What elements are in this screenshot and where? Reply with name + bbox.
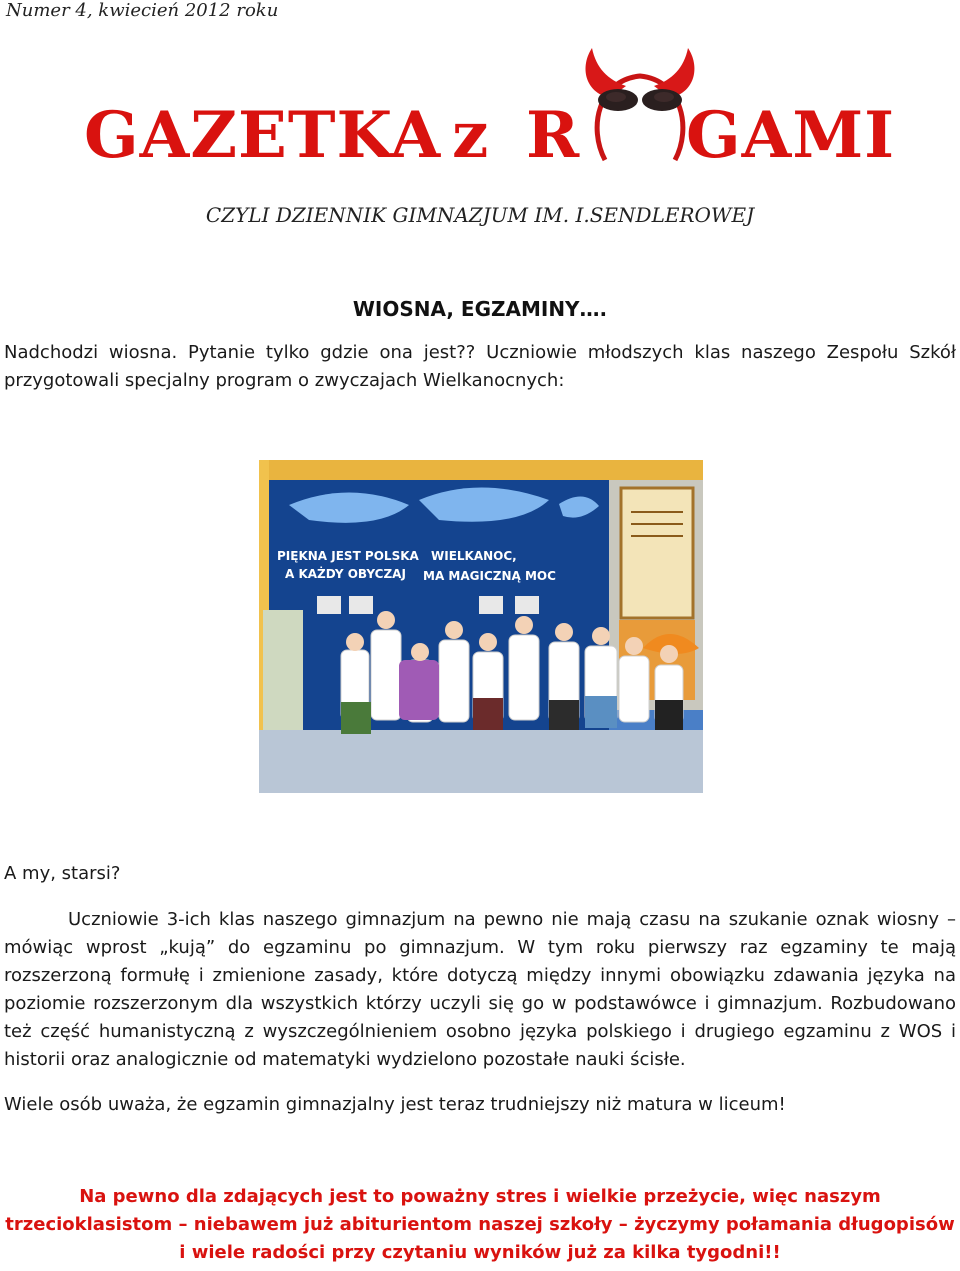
banner-text-left-2: A KAŻDY OBYCZAJ — [285, 567, 406, 581]
masthead-logo — [80, 40, 900, 180]
devil-horns-icon — [580, 40, 700, 165]
intro-paragraph: Nadchodzi wiosna. Pytanie tylko gdzie ona jest?? Uczniowie młodszych klas naszego Zespołu Szkół przygotowali specjalny program o zwyczajach Wielkanocnych: — [4, 342, 956, 391]
banner-text-right-1: WIELKANOC, — [431, 549, 517, 563]
article-headline: WIOSNA, EGZAMINY…. — [352, 297, 608, 321]
easter-performance-photo — [259, 460, 703, 793]
banner-text-left-1: PIĘKNA JEST POLSKA — [277, 549, 419, 563]
banner-text-right-2: MA MAGICZNĄ MOC — [423, 569, 556, 583]
masthead-title-word-2: z — [452, 98, 490, 173]
body-paragraph: Uczniowie 3-ich klas naszego gimnazjum na pewno nie mają czasu na szukanie oznak wiosny – mówiąc wprost „kują” do egzaminu po gimnazjum. W tym roku pierwszy raz egzaminy te mają rozszerzoną formułę i zmienione zasady, które dotyczą między innymi obowiązku zdawania języka na poziomie rozszerzonym dla wszystkich którzy uczyli się go w podstawówce i gimnazjum. Rozbudowano też część humanistyczną z wyszczególnieniem osobno języka polskiego i drugiego egzaminu z WOS i historii oraz analogicznie od matematyki wydzielono pozostałe nauki ścisłe. — [4, 909, 956, 1070]
question-line: A my, starsi? — [4, 863, 121, 884]
masthead-title-word-1: GAZETKA — [84, 98, 442, 173]
masthead-subtitle: CZYLI DZIENNIK GIMNAZJUM IM. I.SENDLEROWEJ — [205, 203, 755, 227]
note-paragraph: Wiele osób uważa, że egzamin gimnazjalny jest teraz trudniejszy niż matura w liceum! — [4, 1094, 786, 1115]
closing-wishes: Na pewno dla zdających jest to poważny stres i wielkie przeżycie, więc naszym trzecioklasistom – niebawem już abiturientom naszej szkoły – życzymy połamania długopisów i wiele radości przy czytaniu wyników już za kilka tygodni!! — [5, 1186, 955, 1263]
issue-date: Numer 4, kwiecień 2012 roku — [6, 0, 279, 21]
masthead-title-word-4: GAMI — [686, 98, 896, 173]
masthead-title-word-3: R — [526, 98, 581, 173]
